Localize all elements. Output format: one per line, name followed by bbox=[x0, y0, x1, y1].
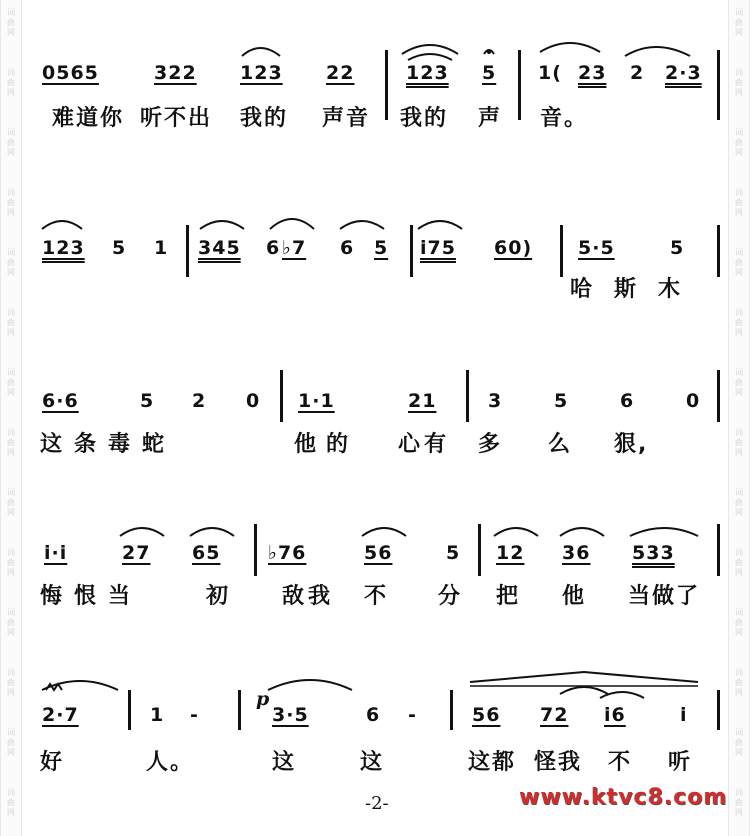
watermark-text: 词 曲 网 bbox=[7, 308, 15, 337]
lyric: 怪我 bbox=[534, 750, 583, 775]
note-group: 6 bbox=[366, 704, 381, 726]
lyric: 狠, bbox=[614, 432, 649, 457]
note-group: 60) bbox=[494, 237, 533, 259]
lyric: 哈斯木 bbox=[570, 277, 703, 302]
note-group: 1 bbox=[154, 237, 169, 259]
bar-line bbox=[717, 524, 720, 576]
note-group: ♭7 bbox=[282, 237, 307, 259]
right-watermark-strip bbox=[728, 0, 750, 836]
lyric: 听不出 bbox=[140, 106, 213, 131]
watermark-text: 词 曲 网 bbox=[7, 8, 15, 37]
bar-line bbox=[717, 370, 720, 422]
note-group: ♭76 bbox=[268, 542, 307, 564]
note-group: 5 bbox=[374, 237, 389, 259]
note-group: 2 bbox=[192, 390, 207, 412]
watermark-text: 词 曲 网 bbox=[7, 68, 15, 97]
note-group: 5·5 bbox=[578, 237, 615, 259]
note-group: 2·7 bbox=[42, 704, 79, 726]
bar-line bbox=[450, 690, 453, 730]
watermark-text: 词 曲 网 bbox=[735, 188, 743, 217]
bar-line bbox=[280, 370, 283, 422]
note-group: 56 bbox=[472, 704, 501, 726]
lyric: 分 bbox=[438, 584, 463, 609]
lyric: 把 bbox=[496, 584, 521, 609]
note-group: 36 bbox=[562, 542, 591, 564]
note-group: 65 bbox=[192, 542, 221, 564]
lyric: 悔恨当 bbox=[40, 584, 143, 609]
note-group: i bbox=[680, 704, 688, 726]
note-group: 2 bbox=[630, 62, 645, 84]
bar-line bbox=[238, 690, 241, 730]
note-group: 21 bbox=[408, 390, 437, 412]
watermark-text: 词 曲 网 bbox=[735, 308, 743, 337]
lyric: 声 bbox=[478, 106, 503, 131]
watermark-text: 词 曲 网 bbox=[735, 608, 743, 637]
slur-marks bbox=[0, 660, 750, 706]
bar-line bbox=[385, 50, 388, 120]
lyric: 他的 bbox=[294, 432, 359, 457]
note-group: 5 bbox=[140, 390, 155, 412]
bar-line bbox=[410, 225, 413, 277]
bar-line bbox=[717, 225, 720, 277]
lyric: 敌我 bbox=[282, 584, 335, 609]
watermark-text: 词 曲 网 bbox=[735, 248, 743, 277]
lyric: 我的 bbox=[400, 106, 449, 131]
watermark-text: 词 曲 网 bbox=[7, 188, 15, 217]
note-group: 322 bbox=[154, 62, 197, 84]
lyric: 当做了 bbox=[628, 584, 701, 609]
note-group: i75 bbox=[420, 237, 456, 259]
note-group: 6·6 bbox=[42, 390, 79, 412]
watermark-text: 词 曲 网 bbox=[735, 788, 743, 817]
lyric: 好 bbox=[40, 750, 65, 775]
note-group: 1 bbox=[150, 704, 165, 726]
note-group: 27 bbox=[122, 542, 151, 564]
lyric: 么 bbox=[548, 432, 573, 457]
watermark-text: 词 曲 网 bbox=[735, 128, 743, 157]
lyric: 我的 bbox=[240, 106, 289, 131]
lyric: 这 bbox=[272, 750, 297, 775]
lyric: 难道你 bbox=[52, 106, 125, 131]
watermark-text: 词 曲 网 bbox=[7, 548, 15, 577]
bar-line bbox=[466, 370, 469, 422]
note-group: 1·1 bbox=[298, 390, 335, 412]
note-group: i6 bbox=[604, 704, 626, 726]
lyric: 这都 bbox=[468, 750, 517, 775]
lyric: 这 bbox=[360, 750, 385, 775]
note-group: 3 bbox=[488, 390, 503, 412]
bar-line bbox=[560, 225, 563, 277]
bar-line bbox=[128, 690, 131, 730]
note-group: - bbox=[190, 704, 199, 726]
note-group: 0 bbox=[686, 390, 701, 412]
lyric: 不 bbox=[364, 584, 389, 609]
note-group: 5 bbox=[446, 542, 461, 564]
note-group: 56 bbox=[364, 542, 393, 564]
left-watermark-strip bbox=[0, 0, 22, 836]
note-group: 5 bbox=[112, 237, 127, 259]
note-group: - bbox=[408, 704, 417, 726]
watermark-text: 词 曲 网 bbox=[7, 488, 15, 517]
lyric: 心有 bbox=[398, 432, 451, 457]
lyric: 音。 bbox=[540, 106, 589, 131]
note-group: 5 bbox=[554, 390, 569, 412]
lyric: 多 bbox=[478, 432, 503, 457]
bar-line bbox=[478, 524, 481, 576]
note-group: 6 bbox=[340, 237, 355, 259]
watermark-text: 词 曲 网 bbox=[735, 68, 743, 97]
watermark-text: 词 曲 网 bbox=[735, 548, 743, 577]
note-group: 12 bbox=[496, 542, 525, 564]
note-group: 6 bbox=[266, 237, 281, 259]
bar-line bbox=[186, 225, 189, 277]
note-group: 5 bbox=[670, 237, 685, 259]
bar-line bbox=[518, 50, 521, 120]
page-number: -2- bbox=[365, 793, 389, 814]
watermark-text: 词 曲 网 bbox=[7, 428, 15, 457]
lyric: 声音 bbox=[322, 106, 371, 131]
lyric: 初 bbox=[206, 584, 231, 609]
note-group: 2·3 bbox=[665, 62, 702, 84]
bar-line bbox=[717, 50, 720, 120]
note-group: 345 bbox=[198, 237, 241, 259]
lyric: 这条毒蛇 bbox=[40, 432, 177, 457]
lyric: 他 bbox=[562, 584, 587, 609]
watermark-text: 词 曲 网 bbox=[7, 608, 15, 637]
lyric: 不 bbox=[608, 750, 633, 775]
bar-line bbox=[717, 690, 720, 730]
watermark-text: 词 曲 网 bbox=[7, 668, 15, 697]
watermark-text: 词 曲 网 bbox=[735, 668, 743, 697]
lyric: 人。 bbox=[146, 750, 195, 775]
bar-line bbox=[254, 524, 257, 576]
dynamic-marking: p bbox=[256, 688, 271, 710]
watermark-text: 词 曲 网 bbox=[7, 248, 15, 277]
note-group: 123 bbox=[406, 62, 449, 84]
note-group: i·i bbox=[44, 542, 68, 564]
watermark-text: 词 曲 网 bbox=[735, 728, 743, 757]
note-group: 0565 bbox=[42, 62, 99, 84]
note-group: 1( bbox=[538, 62, 562, 84]
site-logo[interactable]: www.ktvc8.com bbox=[519, 785, 728, 810]
watermark-text: 词 曲 网 bbox=[7, 128, 15, 157]
watermark-text: 词 曲 网 bbox=[7, 368, 15, 397]
note-group: 6 bbox=[620, 390, 635, 412]
note-group: 23 bbox=[578, 62, 607, 84]
note-group: 123 bbox=[42, 237, 85, 259]
watermark-text: 词 曲 网 bbox=[735, 8, 743, 37]
watermark-text: 词 曲 网 bbox=[735, 428, 743, 457]
watermark-text: 词 曲 网 bbox=[7, 788, 15, 817]
watermark-text: 词 曲 网 bbox=[735, 488, 743, 517]
watermark-text: 词 曲 网 bbox=[735, 368, 743, 397]
note-group: 72 bbox=[540, 704, 569, 726]
lyric: 听 bbox=[668, 750, 693, 775]
note-group: 5 bbox=[482, 62, 497, 84]
note-group: 123 bbox=[240, 62, 283, 84]
note-group: 533 bbox=[632, 542, 675, 564]
watermark-text: 词 曲 网 bbox=[7, 728, 15, 757]
note-group: 3·5 bbox=[272, 704, 309, 726]
note-group: 22 bbox=[326, 62, 355, 84]
note-group: 0 bbox=[246, 390, 261, 412]
